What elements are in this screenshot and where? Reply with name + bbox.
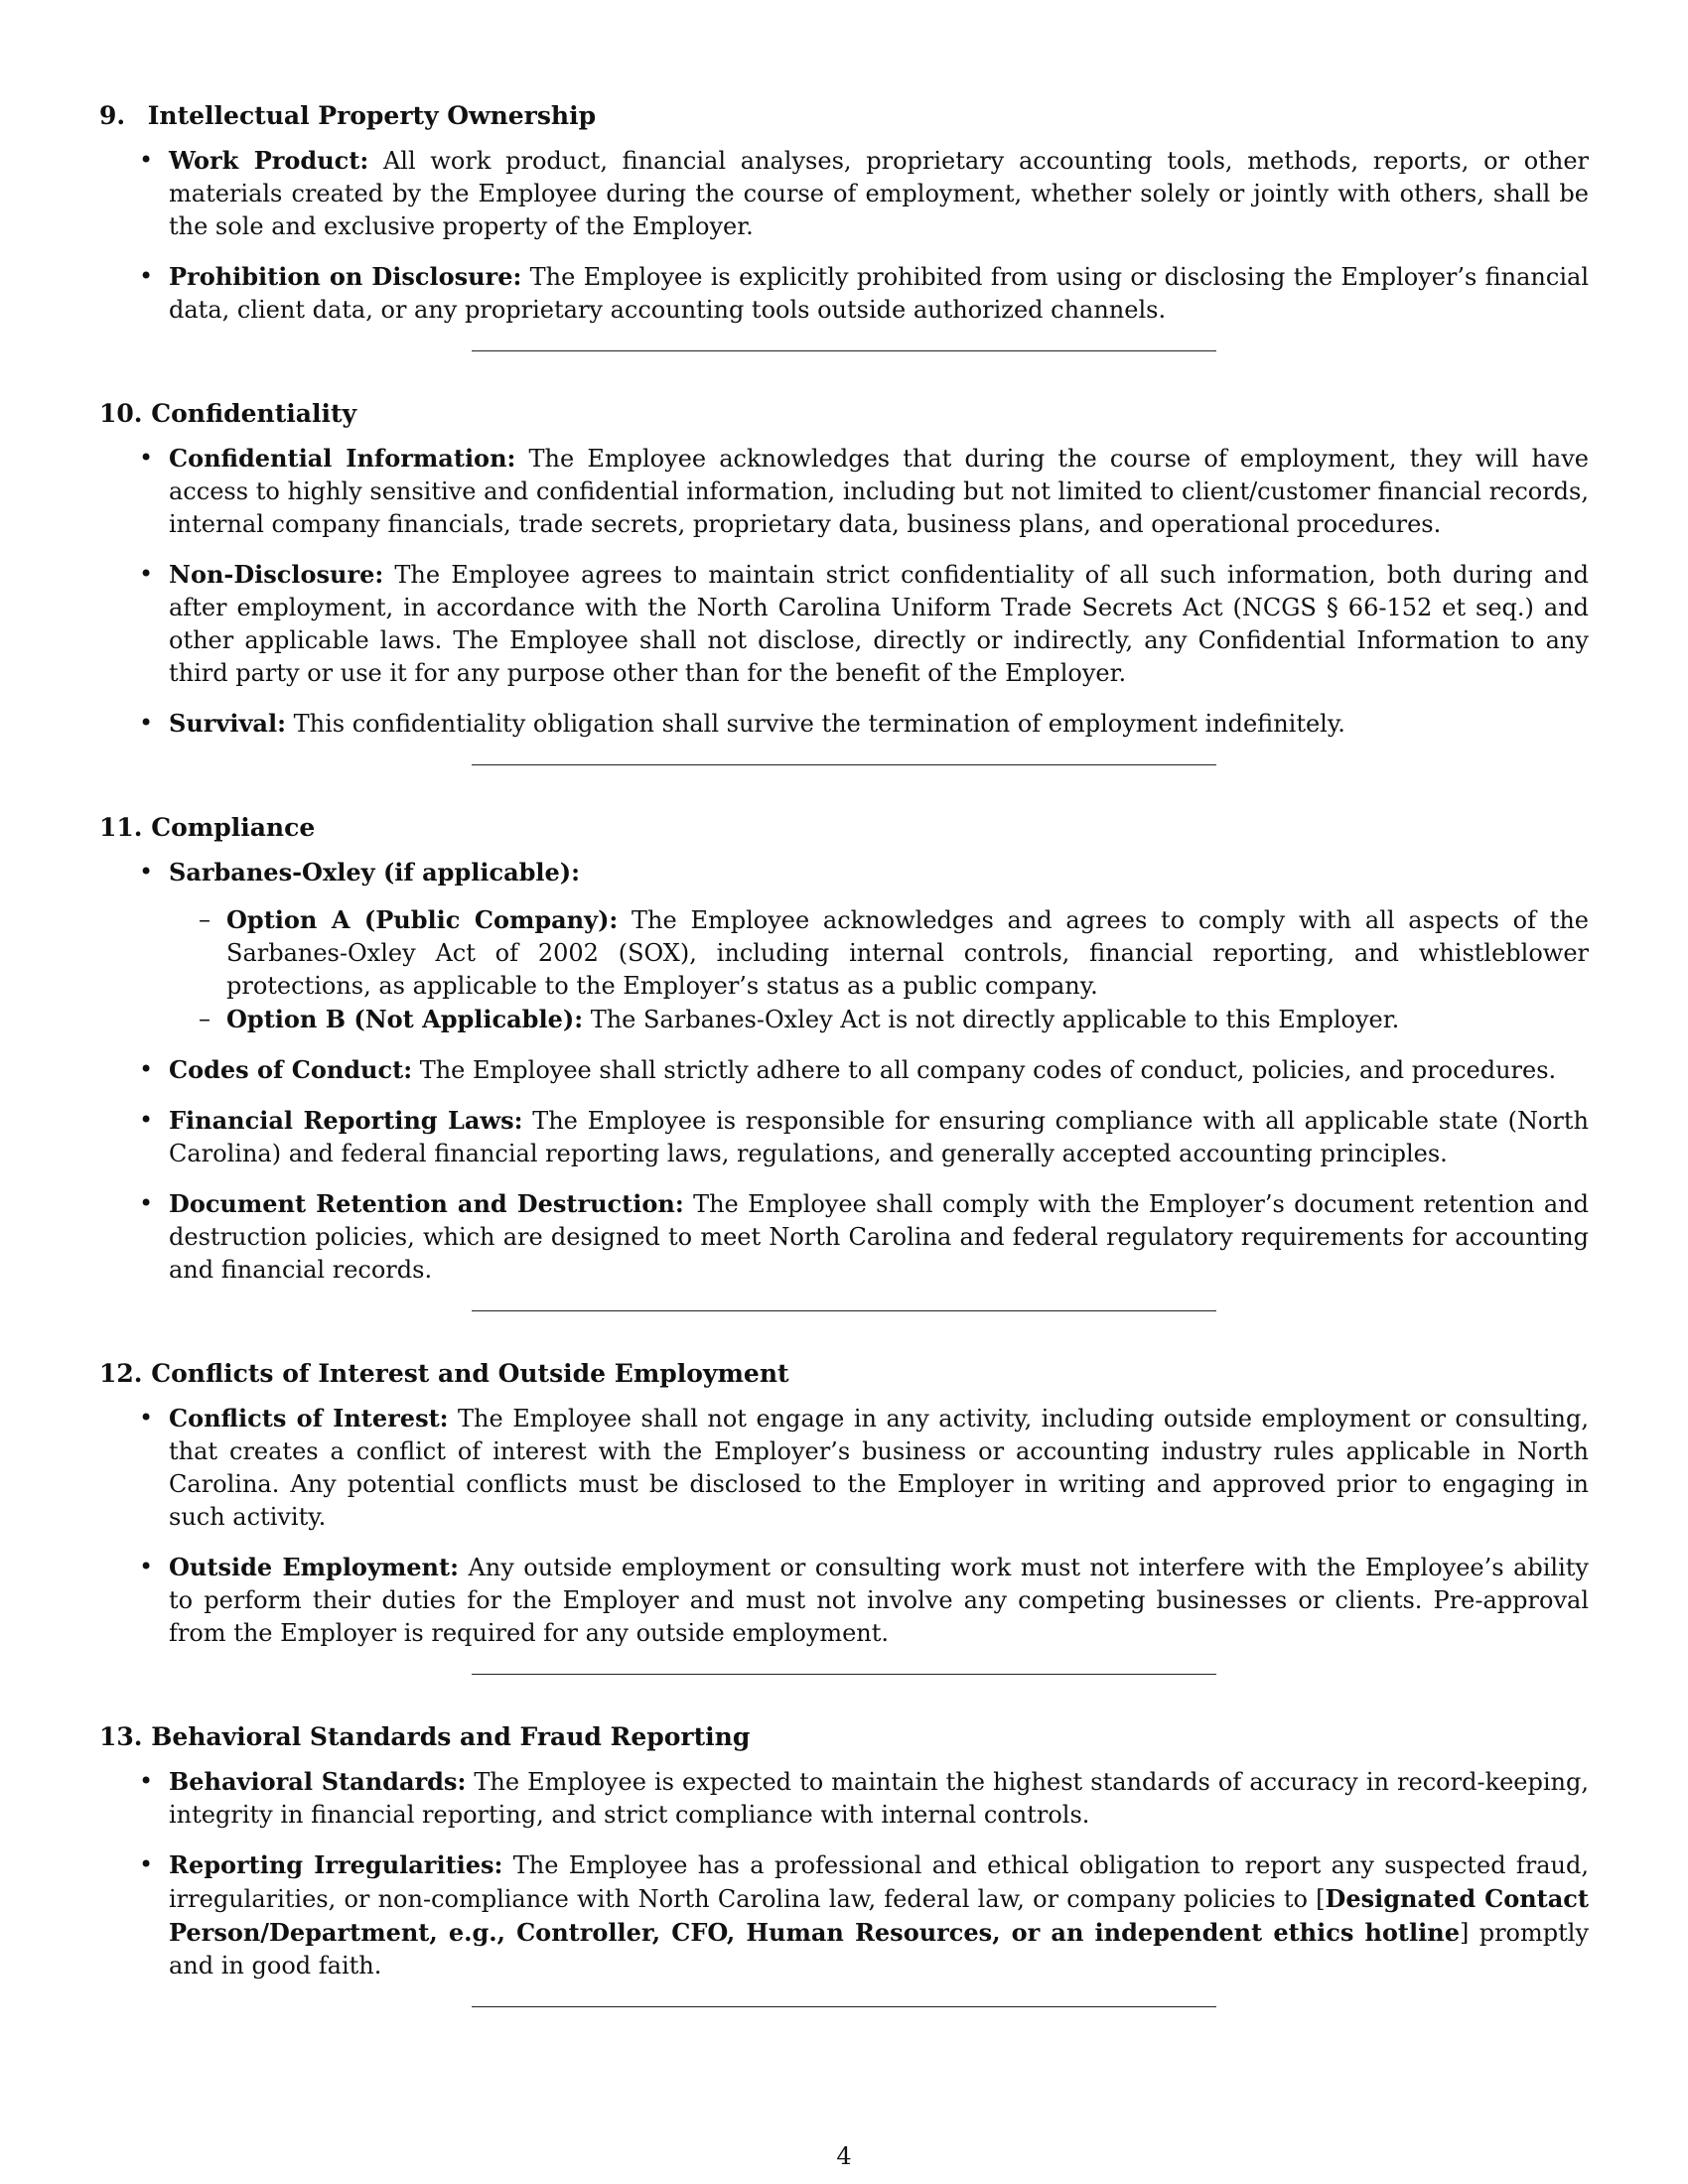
section-number: 13. [99, 1722, 143, 1751]
item-label: Financial Reporting Laws: [169, 1106, 523, 1135]
list-item [99, 1187, 1589, 1287]
item-label: Behavioral Standards: [169, 1767, 467, 1796]
section-heading [99, 1357, 1589, 1390]
item-label: Non-Disclosure: [169, 560, 384, 589]
bullet-list [99, 1765, 1589, 1982]
section-title: Conflicts of Interest and Outside Employment [151, 1359, 789, 1388]
option-text: The Sarbanes-Oxley Act is not directly applicable to this Employer. [590, 1006, 1400, 1033]
section-title: Compliance [151, 813, 316, 842]
item-text: All work product, financial analyses, proprietary accounting tools, methods, reports, or other materials created by the Employee during the course of employment, whether solely or jointly with others, shall be the sole and exclusive property of the Employer. [169, 147, 1589, 240]
item-text: The Employee acknowledges that during the course of employment, they will have access to highly sensitive and confidential information, including but not limited to client/customer financial records, internal company financials, trade secrets, proprietary data, business plans, and operational procedures. [169, 445, 1589, 538]
bullet-list [99, 856, 1589, 1287]
option-label: Option B (Not Applicable): [226, 1005, 584, 1033]
list-item [99, 1053, 1589, 1087]
sub-list-item [169, 903, 1589, 1003]
list-item [99, 1765, 1589, 1832]
list-item [99, 442, 1589, 541]
section-heading [99, 397, 1589, 430]
item-label: Reporting Irregularities: [169, 1850, 503, 1879]
bullet-list [99, 442, 1589, 741]
document-page [99, 99, 1589, 2053]
item-text: Any outside employment or consulting work must not interfere with the Employee’s ability to perform their duties for the Employer and must not involve any competing businesses or clients. Pre-approval from the Employer is required for any outside employment. [169, 1554, 1589, 1647]
section-title: Confidentiality [151, 399, 357, 428]
section-number: 11. [99, 813, 143, 842]
item-text: The Employee is responsible for ensuring compliance with all applicable state (North Carolina) and federal financial reporting laws, regulations, and generally accepted accounting principles. [169, 1107, 1589, 1167]
item-label: Codes of Conduct: [169, 1055, 413, 1084]
item-text: The Employee is expected to maintain the highest standards of accuracy in record-keeping, integrity in financial reporting, and strict compliance with internal controls. [169, 1768, 1590, 1829]
item-label: Survival: [169, 709, 286, 738]
horizontal-divider [472, 2006, 1216, 2007]
bullet-list [99, 1402, 1589, 1650]
option-text: The Employee acknowledges and agrees to comply with all aspects of the Sarbanes-Oxley Act of 2002 (SOX), including internal controls, financial reporting, and whistleblower protections, as applicable to the Employer’s status as a public company. [226, 906, 1589, 1000]
item-label: Document Retention and Destruction: [169, 1189, 684, 1218]
list-item [99, 558, 1589, 690]
section-number: 10. [99, 399, 143, 428]
section-title: Behavioral Standards and Fraud Reporting [151, 1722, 751, 1751]
item-text: The Employee shall strictly adhere to all company codes of conduct, policies, and procedures. [419, 1056, 1557, 1084]
item-text-end: ] promptly and in good faith. [169, 1919, 1589, 1979]
item-text: The Employee shall comply with the Employer’s document retention and destruction policies, which are designed to meet North Carolina and federal regulatory requirements for accounting and financial records. [169, 1190, 1590, 1284]
item-text: The Employee has a professional and ethical obligation to report any suspected fraud, irregularities, or non-compliance with North Carolina law, federal law, or company policies to [ [169, 1851, 1589, 1913]
item-label: Outside Employment: [169, 1553, 459, 1581]
section-heading [99, 811, 1589, 844]
item-text: This confidentiality obligation shall survive the termination of employment indefinitely. [293, 710, 1345, 738]
section-number: 12. [99, 1359, 143, 1388]
bullet-list [99, 144, 1589, 327]
list-item [99, 1104, 1589, 1170]
item-label: Sarbanes-Oxley (if applicable): [169, 858, 580, 887]
list-item [99, 1551, 1589, 1650]
section-13 [99, 1720, 1589, 1982]
item-text: The Employee shall not engage in any activity, including outside employment or consulting, that creates a conflict of interest with the Employer’s business or accounting industry rules applicable in North Carolina. Any potential conflicts must be disclosed to the Employer in writing and approved prior to engaging in such activity. [169, 1405, 1590, 1531]
list-item [99, 1402, 1589, 1534]
horizontal-divider [472, 1310, 1216, 1311]
section-number: 9. [99, 101, 126, 130]
item-label: Prohibition on Disclosure: [169, 262, 522, 291]
section-12 [99, 1357, 1589, 1650]
list-item [99, 144, 1589, 243]
list-item [99, 1848, 1589, 1982]
sub-list-item [169, 1003, 1589, 1036]
horizontal-divider [472, 764, 1216, 765]
section-9 [99, 99, 1589, 327]
page-number: 4 [836, 2142, 852, 2170]
list-item [99, 260, 1589, 327]
item-text: The Employee is explicitly prohibited from using or disclosing the Employer’s financial data, client data, or any proprietary accounting tools outside authorized channels. [169, 263, 1589, 324]
designated-contact-placeholder: Designated Contact Person/Department, e.g., Controller, CFO, Human Resources, or an independent ethics hotline [169, 1884, 1589, 1947]
section-heading [99, 99, 1589, 132]
list-item [99, 856, 1589, 1036]
item-text: The Employee agrees to maintain strict confidentiality of all such information, both during and after employment, in accordance with the North Carolina Uniform Trade Secrets Act (NCGS § 66-152 et seq.) and other applicable laws. The Employee shall not disclose, directly or indirectly, any Confidential Information to any third party or use it for any purpose other than for the benefit of the Employer. [169, 561, 1589, 687]
horizontal-divider [472, 1674, 1216, 1675]
sub-list [169, 903, 1589, 1036]
list-item [99, 707, 1589, 741]
horizontal-divider [472, 350, 1216, 351]
section-10 [99, 397, 1589, 741]
item-label: Work Product: [169, 146, 369, 175]
section-title: Intellectual Property Ownership [147, 101, 597, 130]
option-label: Option A (Public Company): [226, 905, 619, 934]
item-label: Conflicts of Interest: [169, 1404, 449, 1433]
section-heading [99, 1720, 1589, 1753]
section-11 [99, 811, 1589, 1287]
item-label: Confidential Information: [169, 444, 516, 473]
